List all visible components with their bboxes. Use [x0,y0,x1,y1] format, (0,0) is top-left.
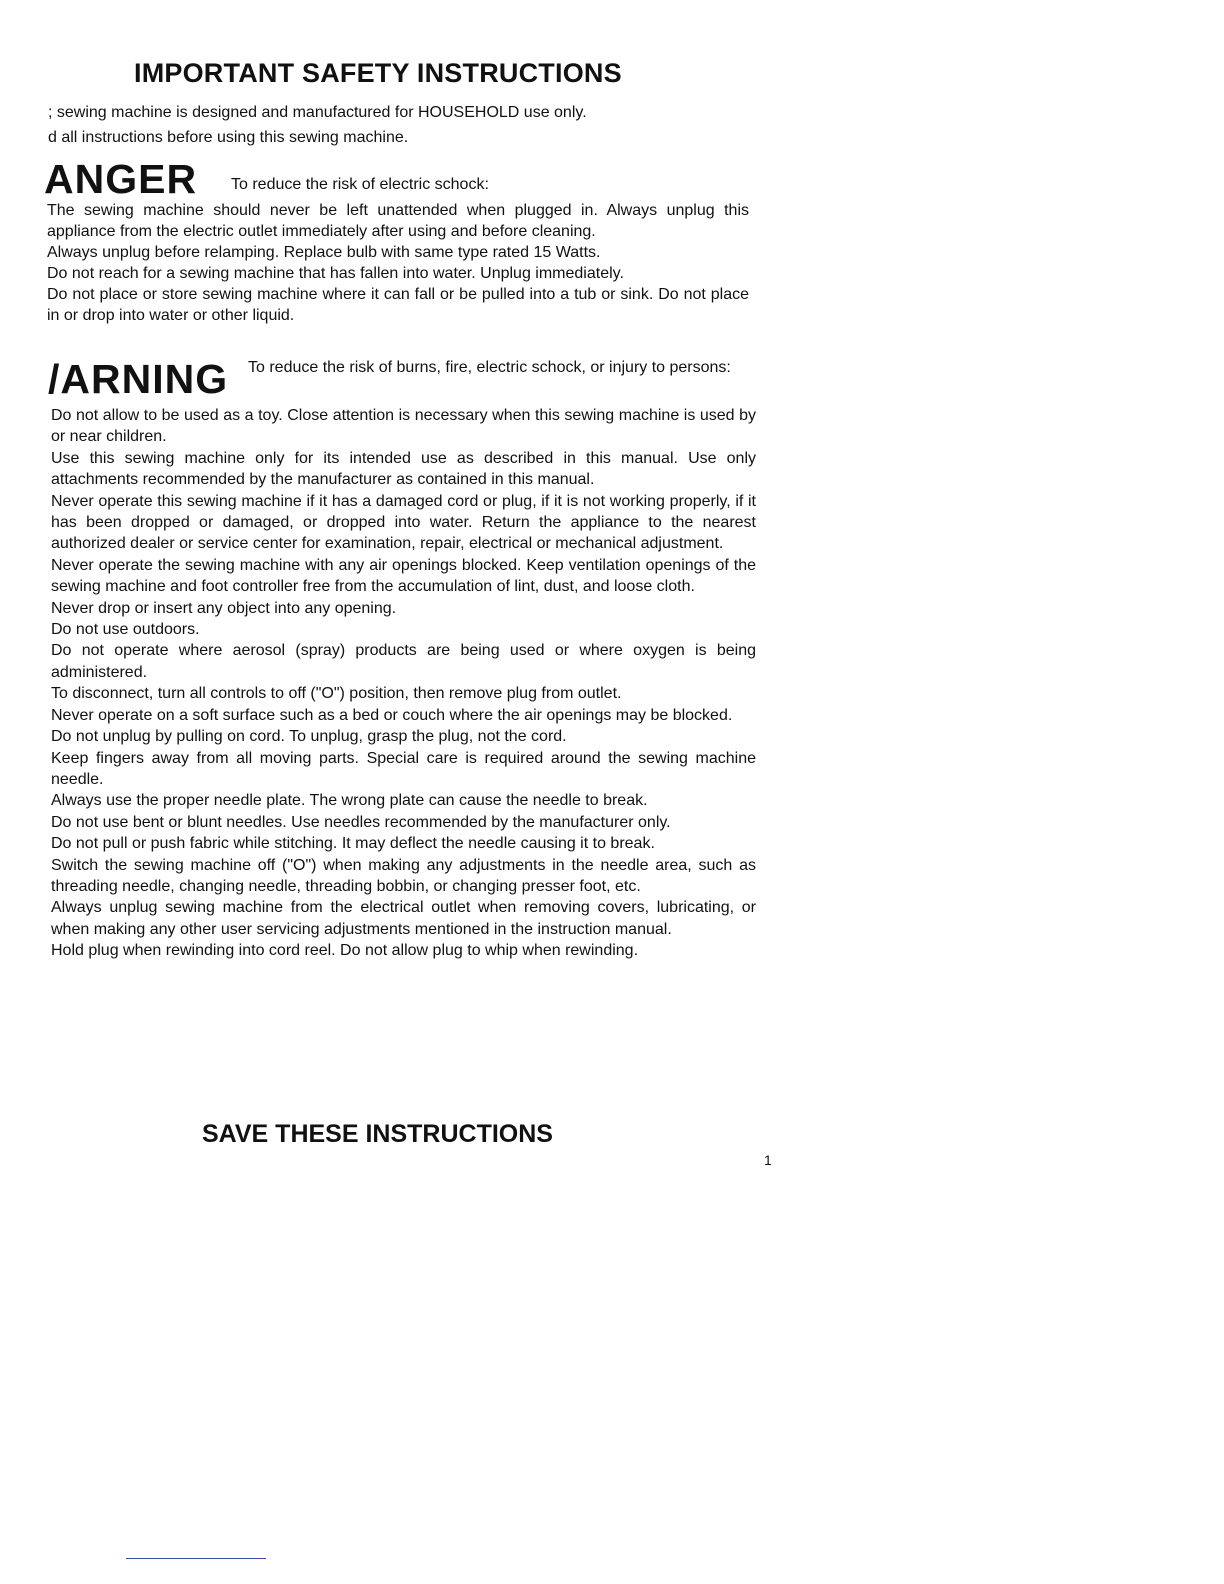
page-title: IMPORTANT SAFETY INSTRUCTIONS [134,58,622,88]
danger-heading [44,156,197,203]
footer-rule [126,1558,266,1559]
warning-item: Do not allow to be used as a toy. Close attention is necessary when this sewing machine is used by or near children. [51,407,756,446]
warning-item: Do not unplug by pulling on cord. To unplug, grasp the plug, not the cord. [51,728,567,746]
warning-item: Always unplug sewing machine from the electrical outlet when removing covers, lubricating, or when making any other user servicing adjustments mentioned in the instruction manual. [51,899,756,938]
danger-subheading: To reduce the risk of electric schock: [231,176,489,193]
warning-word: /ARNING [48,356,229,402]
warning-item: To disconnect, turn all controls to off ("O") position, then remove plug from outlet. [51,685,622,703]
intro-text [48,100,748,150]
page-number: 1 [764,1152,772,1168]
warning-item: Never operate the sewing machine with any air openings blocked. Keep ventilation openings of the sewing machine and foot controller free from the accumulation of lint, dust, and loose cloth. [51,556,756,596]
save-instructions-heading: SAVE THESE INSTRUCTIONS [202,1120,553,1148]
intro-line: ; sewing machine is designed and manufactured for HOUSEHOLD use only. [48,104,587,121]
warning-item: Always use the proper needle plate. The wrong plate can cause the needle to break. [51,792,648,810]
intro-line: d all instructions before using this sewing machine. [48,129,409,146]
danger-item: Always unplug before relamping. Replace bulb with same type rated 15 Watts. [47,244,601,261]
warning-item: Do not use bent or blunt needles. Use needles recommended by the manufacturer only. [51,813,671,831]
danger-item: Do not place or store sewing machine where it can fall or be pulled into a tub or sink. Do not place in or drop into water or other liquid. [47,286,749,324]
danger-word: ANGER [44,156,198,202]
warning-item: Do not operate where aerosol (spray) products are being used or where oxygen is being administered. [51,642,756,681]
warning-item: Do not pull or push fabric while stitching. It may deflect the needle causing it to break. [51,835,655,853]
warning-item: Never operate on a soft surface such as a bed or couch where the air openings may be blocked. [51,706,733,724]
warning-item: Never drop or insert any object into any opening. [51,599,397,617]
danger-item: Do not reach for a sewing machine that has fallen into water. Unplug immediately. [47,265,624,282]
warning-item: Switch the sewing machine off ("O") when making any adjustments in the needle area, such as threading needle, changing needle, threading bobbin, or changing presser foot, etc. [51,856,756,895]
warning-item: Use this sewing machine only for its intended use as described in this manual. Use only attachments recommended by the manufacturer as contained in this manual. [51,449,756,489]
danger-list [47,200,749,326]
warning-heading [48,356,228,403]
warning-item: Keep fingers away from all moving parts. Special care is required around the sewing machine needle. [51,749,756,788]
warning-item: Do not use outdoors. [51,621,200,639]
warning-subheading: To reduce the risk of burns, fire, electric schock, or injury to persons: [248,359,731,376]
warning-list [51,405,756,962]
warning-item: Hold plug when rewinding into cord reel. Do not allow plug to whip when rewinding. [51,942,639,960]
danger-item: The sewing machine should never be left unattended when plugged in. Always unplug this appliance from the electric outlet immediately after using and before cleaning. [47,202,749,240]
warning-item: Never operate this sewing machine if it has a damaged cord or plug, if it is not working properly, if it has been dropped or damaged, or dropped into water. Return the appliance to the nearest authorized dealer or service center for examination, repair, electrical or mechanical adjustment. [51,492,756,553]
